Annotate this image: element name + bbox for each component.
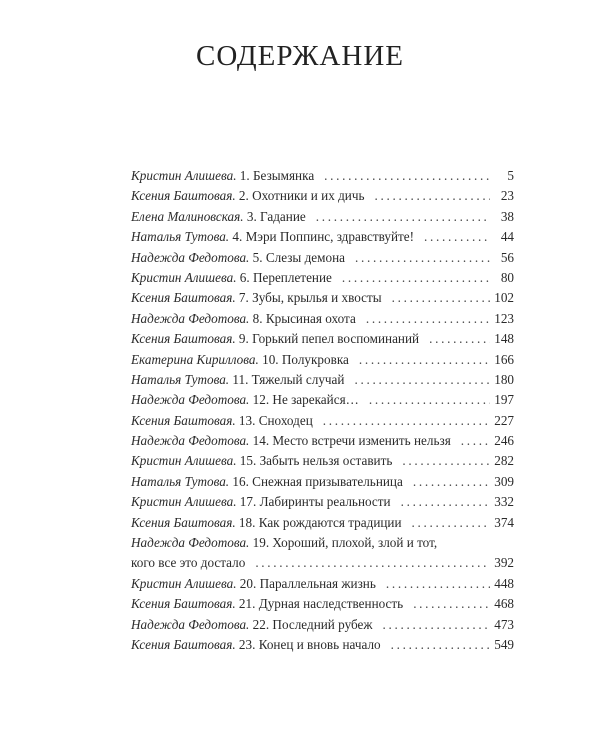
entry-author: Надежда Федотова. [131,535,250,551]
entry-page: 549 [494,636,514,652]
entry-page: 56 [500,249,514,265]
toc-entry[interactable] [131,635,514,655]
toc-entry[interactable] [131,451,514,471]
entry-title: 9. Горький пепел воспоминаний [238,331,420,347]
entry-author: Надежда Федотова. [131,433,250,449]
entry-page: 374 [494,514,514,530]
entry-title: 17. Лабиринты реальности [239,494,391,510]
toc-entry[interactable] [131,492,514,512]
entry-author: Кристин Алишева. [131,453,237,469]
entry-title: 8. Крысиная охота [252,310,356,326]
entry-author: Надежда Федотова. [131,310,250,326]
entry-page: 392 [494,555,514,571]
entry-title: 20. Параллельная жизнь [239,575,376,591]
toc-entry[interactable] [131,166,514,186]
dot-leader [324,166,490,186]
dot-leader [342,268,490,288]
entry-title: 14. Место встречи изменить нельзя [252,433,451,449]
dot-leader [316,207,490,227]
entry-author: Кристин Алишева. [131,575,237,591]
entry-author: Надежда Федотова. [131,616,250,632]
entry-page: 38 [500,208,514,224]
entry-author: Ксения Баштовая. [131,596,236,612]
entry-page: 246 [494,433,514,449]
dot-leader [255,553,490,573]
dot-leader [375,186,491,206]
entry-title-continued: кого все это достало [131,555,246,571]
entry-author: Ксения Баштовая. [131,636,236,652]
dot-leader [355,248,490,268]
toc-entry[interactable] [131,227,514,247]
entry-author: Надежда Федотова. [131,249,250,265]
dot-leader [383,615,491,635]
entry-author: Ксения Баштовая. [131,412,236,428]
entry-page: 123 [494,310,514,326]
toc-entry[interactable] [131,472,514,492]
entry-page: 23 [500,188,514,204]
dot-leader [359,350,490,370]
toc-entry[interactable] [131,370,514,390]
toc-entry[interactable] [131,615,514,635]
dot-leader [323,411,490,431]
entry-page: 80 [500,269,514,285]
page-title: СОДЕРЖАНИЕ [196,40,404,72]
entry-title: 18. Как рождаются традиции [238,514,402,530]
entry-page: 148 [494,331,514,347]
entry-page: 468 [494,596,514,612]
toc-entry[interactable] [131,594,514,614]
dot-leader [392,288,490,308]
entry-title: 7. Зубы, крылья и хвосты [238,290,382,306]
dot-leader [391,635,490,655]
entry-page: 5 [507,168,514,183]
entry-page: 473 [494,616,514,632]
entry-page: 197 [494,392,514,408]
dot-leader [413,472,490,492]
entry-author: Ксения Баштовая. [131,514,236,530]
entry-page: 448 [494,575,514,591]
entry-title: 6. Переплетение [239,269,332,285]
entry-title: 11. Тяжелый случай [232,371,345,387]
entry-title: 2. Охотники и их дичь [238,188,365,204]
entry-title: 4. Мэри Поппинс, здравствуйте! [232,229,415,245]
entry-author: Кристин Алишева. [131,494,237,510]
entry-title: 5. Слезы демона [252,249,345,265]
entry-author: Кристин Алишева. [131,269,237,285]
entry-author: Наталья Тутова. [131,371,230,387]
entry-page: 332 [494,494,514,510]
entry-title: 10. Полукровка [262,351,349,367]
dot-leader [461,431,490,451]
dot-leader [402,451,490,471]
dot-leader [413,594,490,614]
dot-leader [412,513,490,533]
toc-entry[interactable] [131,350,514,370]
dot-leader [429,329,490,349]
entry-title: 19. Хороший, плохой, злой и тот, [252,535,438,551]
toc-entry[interactable] [131,513,514,533]
entry-author: Ксения Баштовая. [131,188,236,204]
entry-title: 1. Безымянка [239,168,315,183]
dot-leader [401,492,490,512]
entry-author: Надежда Федотова. [131,392,250,408]
toc-entry[interactable] [131,248,514,268]
entry-title: 15. Забыть нельзя оставить [239,453,393,469]
dot-leader [369,390,490,410]
table-of-contents [131,166,514,655]
toc-entry[interactable] [131,574,514,594]
toc-entry[interactable] [131,390,514,410]
toc-entry[interactable] [131,553,514,573]
toc-entry[interactable] [131,329,514,349]
toc-entry[interactable] [131,431,514,451]
toc-entry[interactable] [131,411,514,431]
entry-author: Елена Малиновская. [131,208,244,224]
toc-entry[interactable] [131,288,514,308]
entry-page: 44 [500,229,514,245]
entry-author: Наталья Тутова. [131,473,230,489]
entry-page: 282 [494,453,514,469]
entry-title: 23. Конец и вновь начало [238,636,381,652]
entry-title: 12. Не зарекайся… [252,392,359,408]
entry-author: Ксения Баштовая. [131,331,236,347]
entry-page: 227 [494,412,514,428]
toc-entry[interactable] [131,207,514,227]
dot-leader [424,227,490,247]
entry-page: 309 [494,473,514,489]
entry-author: Кристин Алишева. [131,168,237,183]
entry-author: Екатерина Кириллова. [131,351,259,367]
dot-leader [354,370,490,390]
entry-title: 22. Последний рубеж [252,616,373,632]
toc-entry[interactable] [131,186,514,206]
entry-title: 21. Дурная наследственность [238,596,404,612]
entry-title: 16. Снежная призывательница [232,473,403,489]
dot-leader [386,574,490,594]
entry-title: 3. Гадание [246,208,306,224]
entry-page: 102 [494,290,514,306]
toc-entry[interactable] [131,309,514,329]
toc-entry[interactable] [131,268,514,288]
entry-page: 180 [494,371,514,387]
entry-page: 166 [494,351,514,367]
entry-author: Наталья Тутова. [131,229,230,245]
dot-leader [366,309,490,329]
entry-author: Ксения Баштовая. [131,290,236,306]
toc-entry[interactable] [131,533,514,553]
entry-title: 13. Сноходец [238,412,313,428]
